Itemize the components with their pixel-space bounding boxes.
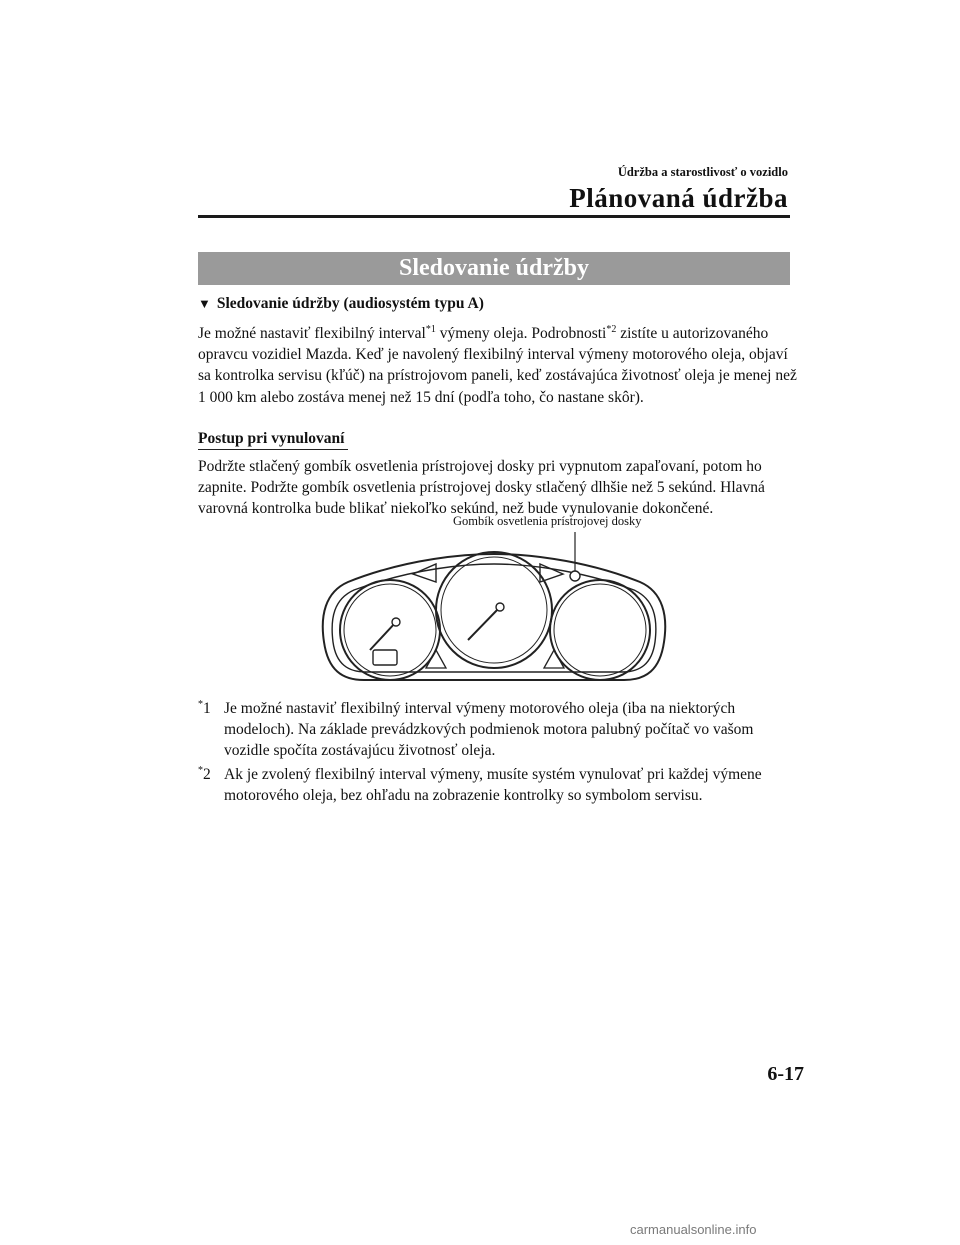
page-number: 6-17 [767, 1063, 804, 1085]
triangle-down-icon: ▼ [198, 296, 211, 311]
turn-signal-left-icon [413, 564, 436, 582]
left-gauge-needle [370, 622, 396, 650]
center-gauge [436, 552, 552, 668]
running-head: Údržba a starostlivosť o vozidlo [617, 165, 788, 179]
footnote-mark-1: *1 [198, 699, 211, 717]
footnote-text-1: Je možné nastaviť flexibilný interval výmeny motorového oleja (iba na niektorých modeloch). Na základe prevádzkových podmienok motora palubný počítač vo vašom vozidle spočíta zostávajúcu životnosť oleja. [224, 700, 754, 760]
lower-right-marker [544, 650, 564, 668]
right-gauge-ring [554, 584, 646, 676]
left-gauge-ring [344, 584, 436, 676]
center-gauge-hub [496, 603, 504, 611]
figure-callout-label: Gombík osvetlenia prístrojovej dosky [453, 514, 642, 528]
procedure-paragraph: Podržte stlačený gombík osvetlenia prístrojovej dosky pri vypnutom zapaľovaní, potom ho zapnite. Podržte gombík osvetlenia prístrojovej dosky stlačený dlhšie než 5 sekúnd. Hlavná varovná kontrolka bude blikať niekoľko sekúnd, než bude vynulovanie dokončené. [198, 458, 765, 518]
intro-text-3: zistíte u autorizovaného opravcu vozidiel Mazda. Keď je navolený flexibilný interval výmeny motorového oleja, objaví sa kontrolka servisu (kľúč) na prístrojovom paneli, keď zostávajúca životnosť oleja je menej než 1 000 km alebo zostáva menej než 15 dní (podľa toho, čo nastane skôr). [198, 325, 797, 406]
intro-paragraph [198, 323, 798, 408]
warning-light-icon [373, 650, 397, 665]
footnote-text-2: Ak je zvolený flexibilný interval výmeny, musíte systém vynulovať pri každej výmene motorového oleja, bez ohľadu na zobrazenie kontrolky so symbolom servisu. [224, 765, 762, 804]
center-gauge-needle [468, 607, 500, 640]
footnote-mark-2: *2 [198, 764, 211, 783]
procedure-title: Postup pri vynulovaní [198, 430, 348, 450]
section-title: Sledovanie údržby [198, 252, 790, 285]
header-rule [198, 215, 790, 218]
footnote-ref-2: *2 [606, 324, 617, 335]
footnote-1 [198, 698, 798, 762]
chapter-title: Plánovaná údržba [569, 183, 788, 213]
left-gauge-hub [392, 618, 400, 626]
illumination-knob [570, 571, 580, 581]
cluster-housing-outer [323, 554, 665, 680]
footnote-ref-1: *1 [425, 324, 436, 335]
subheading-text: Sledovanie údržby (audiosystém typu A) [216, 295, 484, 312]
right-gauge [550, 580, 650, 680]
footnotes [198, 698, 798, 808]
intro-text-2: výmeny oleja. Podrobnosti [435, 325, 607, 342]
center-gauge-ring [441, 557, 547, 663]
instrument-cluster-illustration [318, 530, 670, 692]
watermark-text[interactable]: carmanualsonline.info [630, 1222, 757, 1237]
subheading [198, 295, 484, 313]
intro-text-1: Je možné nastaviť flexibilný interval [198, 325, 426, 342]
lower-left-marker [426, 650, 446, 668]
footnote-2 [198, 764, 798, 806]
